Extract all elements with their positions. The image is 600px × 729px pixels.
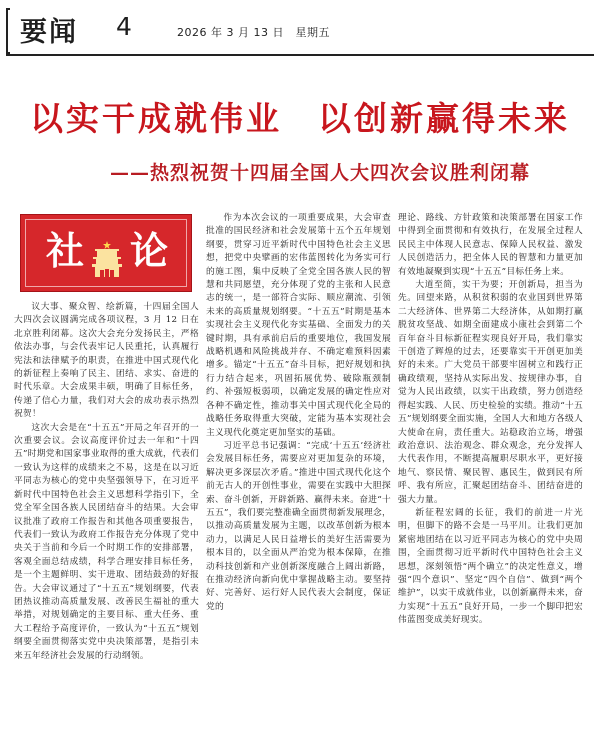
paragraph: 大道至简，实干为要；开创新局，担当为先。回望来路，从积贫积弱的农业国到世界第二大经济体、世界第二大经济体，从如期打赢脱贫攻坚战、如期全面建成小康社会到第二个百年奋斗目标新征程实现良好开局，我们靠实干创造了辉煌的过去，还要靠实干开创更加美好的未来。广大党员干部要牢固树立和践行正确政绩观，坚持从实际出发、按规律办事，自觉为人民出政绩，以实干出政绩，努力创造经得起实践、人民、历史检验的实绩。推动“十五五”规划纲要全面实施，全国人大和地方各级人大使命在肩，责任重大。站稳政治立场，增强政治意识、法治观念、群众观念，充分发挥人大代表作用，不断提高履职尽职水平，更好接地气、察民情、聚民智、惠民生，做到民有所呼、我有所应，汇聚起团结奋斗、团结奋进的强大力量。 <box>398 280 583 505</box>
paragraph: 新征程宏阔的长征，我们的前进一片光明，但脚下的路不会是一马平川。让我们更加紧密地团结在以习近平同志为核心的党中央周围，全面贯彻习近平新时代中国特色社会主义思想，深刻领悟“两个确立”的决定性意义，增强“四个意识”、坚定“四个自信”、做到“两个维护”，以实干成就伟业，以创新赢得未来，奋力实现“十五五”良好开局，一步一个脚印把宏伟蓝图变成美好现实。 <box>398 507 583 626</box>
editorial-label-2: 论 <box>129 229 168 273</box>
editorial-logo <box>20 214 192 292</box>
section-title: 要闻 <box>20 17 78 48</box>
paragraph: 这次大会是在“十五五”开局之年召开的一次重要会议。会议高度评价过去一年和“十四五”时期党和国家事业取得的重大成就，代表们一致认为这样的成绩来之不易，这是在以习近平同志为核心的党中央坚强领导下，在习近平新时代中国特色社会主义思想科学指引下，全党全军全国各族人民团结奋斗的结果。大会审议批准了政府工作报告和其他各项重要报告，代表们一致认为政府工作报告充分体现了党中央关于当前和今后一个时期工作的安排部署，客观全面总结成绩，科学合理安排目标任务，是一个主题鲜明、实干进取、团结鼓劲的好报告。大会审议通过了“十五五”规划纲要，代表团热议推动高质量发展、改善民生福祉的重大举措，对规划确定的主要目标、重大任务、重大工程给予高度评价，一致认为“十五五”规划纲要全面贯彻落实党中央决策部署，是指引未来五年经济社会发展的行动纲领。 <box>14 422 199 661</box>
article-column-3 <box>398 212 583 729</box>
subheadline: ——热烈祝贺十四届全国人大四次会议胜利闭幕 <box>109 162 530 184</box>
editorial-label-1: 社 <box>45 229 84 273</box>
page-header <box>0 0 600 58</box>
article-column-2 <box>206 212 391 729</box>
paragraph: 议大事、聚众智、绘新篇，十四届全国人大四次会议圆满完成各项议程，3 月 12 日在北京胜利闭幕。这次大会充分发扬民主，严格依法办事，与会代表牢记人民重托，认真履行宪法和法律赋予的职责，在推进中国式现代化的新征程上奏响了民主、团结、求实、奋进的时代乐章。大会成果丰硕，明确了目标任务，传递了信心力量，我们对大会的成功表示热烈祝贺！ <box>14 302 199 420</box>
issue-date: 2026 年 3 月 13 日 星期五 <box>177 26 330 39</box>
paragraph: 作为本次会议的一项重要成果，大会审查批准的国民经济和社会发展第十五个五年规划纲要，贯穿习近平新时代中国特色社会主义思想，把党中央擘画的宏伟蓝图转化为务实可行的施工图，集中反映了全党全国各族人民的智慧和共同愿望，充分体现了党的主张和人民意志的统一，是一部符合实际、顺应潮流、引领未来的高质量规划纲要。“十五五”时期是基本实现社会主义现代化夯实基础、全面发力的关键时期，具有承前启后的重要地位，我国发展战略机遇和风险挑战并存、不确定难预料因素增多。锚定“十五五”奋斗目标，把好规划和执行力结合起来，巩固拓展优势、破除瓶颈制约、补强短板弱项，以确定发展的确定性应对各种不确定性，推动事关中国式现代化全局的战略任务取得重大突破，定能为基本实现社会主义现代化奠定更加坚实的基础。 <box>206 213 391 438</box>
paragraph: 理论、路线、方针政策和决策部署在国家工作中得到全面贯彻和有效执行，在发展全过程人民民主中体现人民意志、保障人民权益、激发人民创造活力，把全体人民的智慧和力量更加有效地凝聚到实现“十五五”目标任务上来。 <box>398 213 583 277</box>
paragraph: 习近平总书记强调：“完成‘十五五’经济社会发展目标任务，需要应对更加复杂的环境，解决更多深层次矛盾。”推进中国式现代化这个前无古人的开创性事业，需要在实践中大胆探索、奋斗创新，开辟新路、赢得未来。奋进“十五五”，我们要完整准确全面贯彻新发展理念，以推动高质量发展为主题，以改革创新为根本动力，以满足人民日益增长的美好生活需要为根本目的，以全面从严治党为根本保障，在推动科技创新和产业创新深度融合上阔出新路，在推动经济向新向优中掌握战略主动。要坚持好、完善好、运行好人民代表大会制度，保证党的 <box>206 440 391 612</box>
headline: 以实干成就伟业 以创新赢得未来 <box>30 99 570 138</box>
header-bracket <box>6 8 10 54</box>
page-number: 4 <box>116 12 132 41</box>
header-rule <box>6 54 594 56</box>
tiananmen-icon <box>92 239 122 279</box>
